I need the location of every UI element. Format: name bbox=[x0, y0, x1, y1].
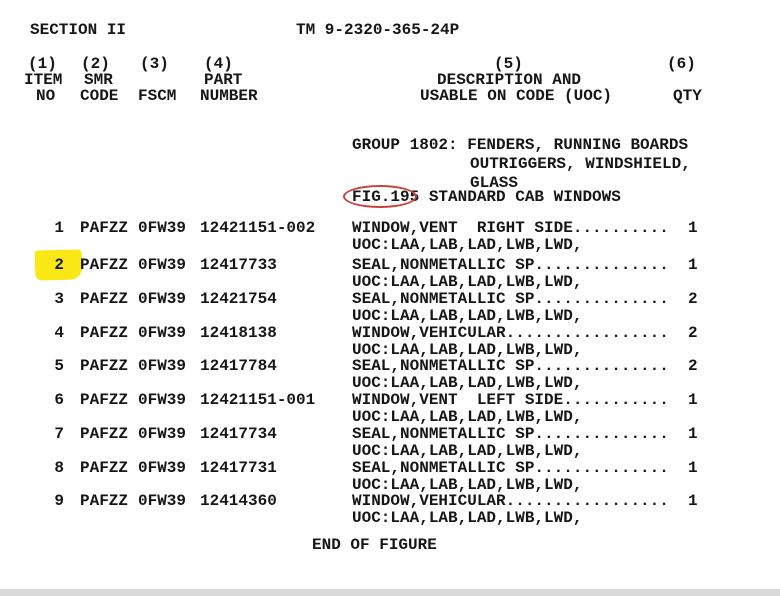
end-of-figure-label: END OF FIGURE bbox=[312, 536, 437, 554]
description: WINDOW,VENT LEFT SIDE........... bbox=[352, 391, 669, 409]
col5-header-uoc: USABLE ON CODE (UOC) bbox=[420, 87, 613, 105]
uoc-line: UOC:LAA,LAB,LAD,LWB,LWD, bbox=[352, 273, 583, 291]
part-number: 12421151-001 bbox=[200, 391, 316, 409]
part-number: 12414360 bbox=[200, 492, 277, 510]
col2-num: (2) bbox=[81, 55, 110, 73]
qty: 1 bbox=[688, 391, 698, 409]
fscm: 0FW39 bbox=[138, 425, 187, 443]
item-no: 2 bbox=[54, 256, 64, 274]
description: SEAL,NONMETALLIC SP.............. bbox=[352, 425, 669, 443]
qty: 1 bbox=[688, 459, 698, 477]
fscm: 0FW39 bbox=[138, 290, 187, 308]
table-row bbox=[0, 358, 780, 374]
smr-code: PAFZZ bbox=[80, 391, 129, 409]
col4-header-number: NUMBER bbox=[200, 87, 258, 105]
col2-header-code: CODE bbox=[80, 87, 119, 105]
qty: 1 bbox=[688, 256, 698, 274]
description: SEAL,NONMETALLIC SP.............. bbox=[352, 357, 669, 375]
uoc-line: UOC:LAA,LAB,LAD,LWB,LWD, bbox=[352, 236, 583, 254]
description: SEAL,NONMETALLIC SP.............. bbox=[352, 459, 669, 477]
smr-code: PAFZZ bbox=[80, 324, 129, 342]
uoc-line: UOC:LAA,LAB,LAD,LWB,LWD, bbox=[352, 442, 583, 460]
fscm: 0FW39 bbox=[138, 324, 187, 342]
group-title-line1: GROUP 1802: FENDERS, RUNNING BOARDS bbox=[352, 136, 689, 154]
uoc-line: UOC:LAA,LAB,LAD,LWB,LWD, bbox=[352, 408, 583, 426]
item-no: 5 bbox=[54, 357, 64, 375]
part-number: 12417784 bbox=[200, 357, 277, 375]
group-title-line2: OUTRIGGERS, WINDSHIELD, bbox=[470, 155, 691, 173]
item-no: 4 bbox=[54, 324, 64, 342]
fscm: 0FW39 bbox=[138, 492, 187, 510]
smr-code: PAFZZ bbox=[80, 357, 129, 375]
item-no: 9 bbox=[54, 492, 64, 510]
description: SEAL,NONMETALLIC SP.............. bbox=[352, 256, 669, 274]
uoc-line: UOC:LAA,LAB,LAD,LWB,LWD, bbox=[352, 374, 583, 392]
fscm: 0FW39 bbox=[138, 391, 187, 409]
item-no: 3 bbox=[54, 290, 64, 308]
table-row bbox=[0, 220, 780, 236]
fscm: 0FW39 bbox=[138, 256, 187, 274]
col6-header-qty: QTY bbox=[673, 87, 702, 105]
col5-header-description: DESCRIPTION AND bbox=[437, 71, 582, 89]
smr-code: PAFZZ bbox=[80, 256, 129, 274]
smr-code: PAFZZ bbox=[80, 219, 129, 237]
part-number: 12421151-002 bbox=[200, 219, 316, 237]
page-bottom-edge bbox=[0, 589, 780, 596]
description: WINDOW,VEHICULAR................. bbox=[352, 492, 669, 510]
col2-header-smr: SMR bbox=[84, 71, 113, 89]
description: WINDOW,VENT RIGHT SIDE.......... bbox=[352, 219, 669, 237]
table-row bbox=[0, 392, 780, 408]
table-row bbox=[0, 325, 780, 341]
figure-title: FIG.195 STANDARD CAB WINDOWS bbox=[352, 188, 621, 206]
fscm: 0FW39 bbox=[138, 219, 187, 237]
col1-header-item: ITEM bbox=[24, 71, 63, 89]
red-circle-annotation bbox=[343, 185, 417, 208]
uoc-line: UOC:LAA,LAB,LAD,LWB,LWD, bbox=[352, 307, 583, 325]
col1-header-no: NO bbox=[36, 87, 56, 105]
col4-header-part: PART bbox=[204, 71, 243, 89]
qty: 1 bbox=[688, 492, 698, 510]
smr-code: PAFZZ bbox=[80, 425, 129, 443]
section-label: SECTION II bbox=[30, 21, 127, 39]
part-number: 12418138 bbox=[200, 324, 277, 342]
table-row bbox=[0, 460, 780, 476]
item-no: 6 bbox=[54, 391, 64, 409]
col1-num: (1) bbox=[28, 55, 57, 73]
table-row bbox=[0, 493, 780, 509]
table-row bbox=[0, 426, 780, 442]
item-no: 1 bbox=[54, 219, 64, 237]
smr-code: PAFZZ bbox=[80, 290, 129, 308]
fscm: 0FW39 bbox=[138, 459, 187, 477]
uoc-line: UOC:LAA,LAB,LAD,LWB,LWD, bbox=[352, 509, 583, 527]
description: SEAL,NONMETALLIC SP.............. bbox=[352, 290, 669, 308]
part-number: 12417731 bbox=[200, 459, 277, 477]
table-row bbox=[0, 257, 780, 273]
tm-number: TM 9-2320-365-24P bbox=[296, 21, 460, 39]
item-no: 7 bbox=[54, 425, 64, 443]
qty: 2 bbox=[688, 290, 698, 308]
uoc-line: UOC:LAA,LAB,LAD,LWB,LWD, bbox=[352, 476, 583, 494]
qty: 2 bbox=[688, 324, 698, 342]
part-number: 12421754 bbox=[200, 290, 277, 308]
part-number: 12417733 bbox=[200, 256, 277, 274]
smr-code: PAFZZ bbox=[80, 492, 129, 510]
col3-num: (3) bbox=[140, 55, 169, 73]
col5-num: (5) bbox=[494, 55, 523, 73]
group-title-line3: GLASS bbox=[470, 174, 519, 192]
smr-code: PAFZZ bbox=[80, 459, 129, 477]
qty: 1 bbox=[688, 425, 698, 443]
col4-num: (4) bbox=[204, 55, 233, 73]
col3-header-fscm: FSCM bbox=[138, 87, 177, 105]
uoc-line: UOC:LAA,LAB,LAD,LWB,LWD, bbox=[352, 341, 583, 359]
col6-num: (6) bbox=[667, 55, 696, 73]
item-no: 8 bbox=[54, 459, 64, 477]
description: WINDOW,VEHICULAR................. bbox=[352, 324, 669, 342]
qty: 1 bbox=[688, 219, 698, 237]
qty: 2 bbox=[688, 357, 698, 375]
table-row bbox=[0, 291, 780, 307]
part-number: 12417734 bbox=[200, 425, 277, 443]
fscm: 0FW39 bbox=[138, 357, 187, 375]
